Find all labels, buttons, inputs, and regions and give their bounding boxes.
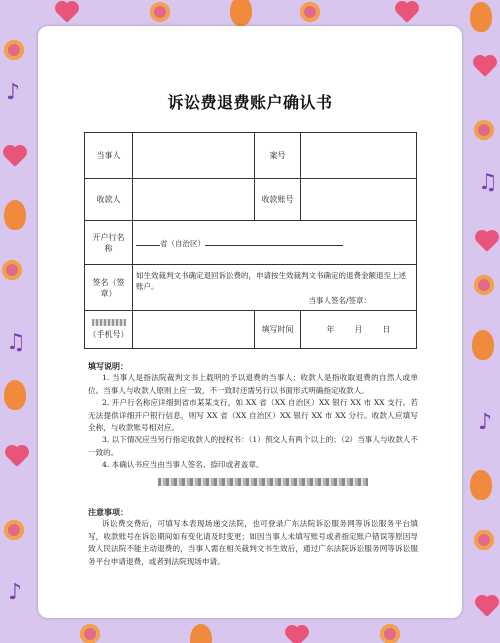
heart-icon [477, 597, 497, 617]
flower-icon [4, 520, 24, 540]
heart-icon [475, 57, 495, 77]
heart-icon [477, 232, 497, 252]
instruction-item: 3. 以下情况应当另行指定收款人的授权书：（1）预交人有两个以上的；（2）当事人与收款人不一致的。 [88, 435, 418, 457]
account-field[interactable] [301, 179, 417, 221]
bank-name-label: 开户行名 称 [85, 221, 133, 265]
account-form-table [84, 132, 417, 349]
guitar-icon [470, 470, 492, 500]
party-label: 当事人 [85, 133, 133, 179]
document-page [38, 26, 462, 618]
flower-icon [150, 2, 170, 22]
province-blank [136, 237, 160, 246]
notice-section [88, 506, 418, 568]
date-month: 月 [354, 325, 363, 334]
guitar-icon [190, 624, 212, 643]
heart-icon [7, 447, 27, 467]
notice-heading: 注意事项： [88, 507, 128, 517]
phone-field[interactable] [133, 311, 255, 349]
fill-time-label: 填写时间 [255, 311, 301, 349]
redacted-label [92, 319, 126, 326]
phone-label: （手机号） [88, 330, 129, 339]
case-no-label: 案号 [255, 133, 301, 179]
heart-icon [57, 3, 77, 23]
flower-icon [300, 2, 320, 22]
heart-icon [287, 627, 307, 643]
date-day: 日 [382, 325, 391, 334]
payee-field[interactable] [133, 179, 255, 221]
notice-text: 诉讼费交费后，可填写本表现场递交法院，也可登录广东法院诉讼服务网等诉讼服务平台填写，收款账号在诉讼期间如有变化请及时变更；如因当事人未填写账号或者指定账户错误等原因导致人民法院不能主动退费的，当事人需在相关裁判文书生效后，通过广东法院诉讼服务网等诉讼服务平台申请退费，或者到法院现场申请。 [88, 519, 418, 566]
flower-icon [80, 624, 100, 643]
guitar-icon [470, 2, 492, 32]
phone-label-cell [85, 311, 133, 349]
instruction-item: 2. 开户行名称应详细到省市某某支行，如 XX 省（XX 自治区）XX 银行 XX 市 XX 支行。若无法提供详细开户银行信息，则写 XX 省（XX 自治区）XX 银行 XX 市 XX 分行。收款人应填写全称，与收款账号相对应。 [88, 398, 418, 433]
instructions-heading: 填写说明： [88, 361, 128, 371]
bank-name-field[interactable] [133, 221, 417, 265]
signature-label: 签名（签章） [85, 265, 133, 311]
music-note-icon: ♪ [8, 580, 23, 605]
flower-icon [474, 275, 494, 295]
signature-cell[interactable] [133, 265, 417, 311]
bank-blank [205, 237, 343, 246]
music-note-icon: ♪ [478, 410, 493, 435]
instructions-section [88, 360, 418, 492]
payee-label: 收款人 [85, 179, 133, 221]
party-sign-line: 当事人签名/签章： [308, 295, 371, 305]
guitar-icon [230, 0, 252, 26]
heart-icon [397, 3, 417, 23]
music-note-icon: ♪ [6, 80, 21, 105]
case-no-field[interactable] [301, 133, 417, 179]
music-note-icon: ♫ [6, 330, 26, 355]
instruction-item: 4. 本确认书应当由当事人签名、捺印或者盖章。 [102, 460, 264, 470]
redacted-text [158, 478, 368, 486]
flower-icon [474, 530, 494, 550]
guitar-icon [472, 330, 494, 360]
instruction-item: 1. 当事人是指法院裁判文书上载明的予以退费的当事人；收款人是指收取退费的自然人或单位。当事人与收款人原则上应一致，不一致时还需另行以书面形式明确指定收款人。 [88, 373, 418, 395]
date-year: 年 [326, 325, 335, 334]
music-note-icon: ♫ [478, 170, 498, 195]
heart-icon [5, 147, 25, 167]
signature-statement: 如生效裁判文书确定退回诉讼费的，申请按生效裁判文书确定的退费金额退至上述账户。 [136, 270, 406, 291]
fill-date-field[interactable] [301, 311, 417, 349]
page-title: 诉讼费退费账户确认书 [167, 93, 333, 112]
flower-icon [4, 40, 24, 60]
flower-icon [2, 260, 22, 280]
party-field[interactable] [133, 133, 255, 179]
guitar-icon [4, 380, 26, 410]
account-label: 收款账号 [255, 179, 301, 221]
guitar-icon [4, 200, 26, 230]
flower-icon [474, 120, 494, 140]
region-text: 省（自治区） [160, 238, 205, 248]
flower-icon [380, 624, 400, 643]
